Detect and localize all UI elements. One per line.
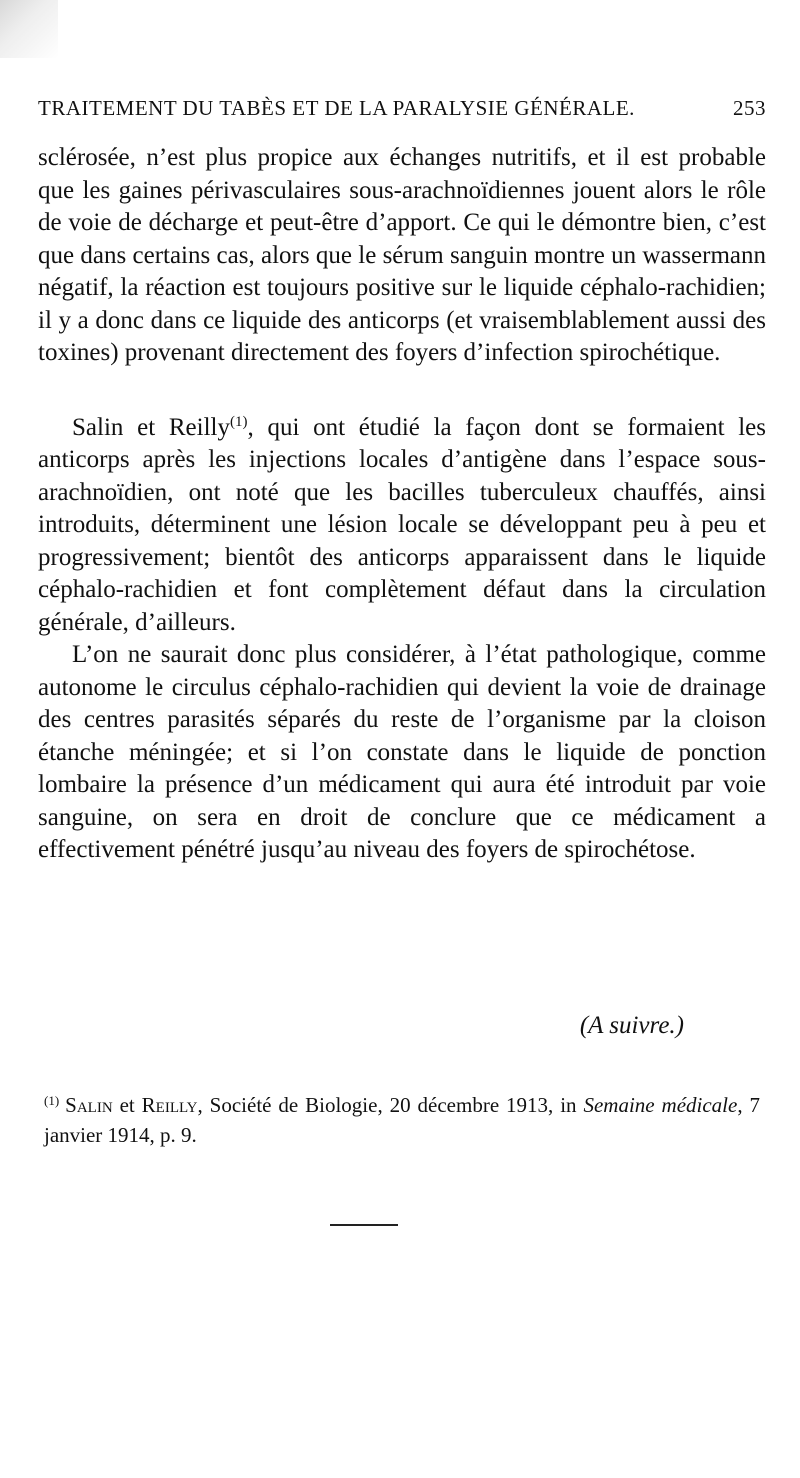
body-text (38, 142, 766, 867)
scan-edge-artifact (0, 0, 58, 58)
page-number: 253 (733, 96, 766, 120)
paragraph-1: sclérosée, n’est plus propice aux échanges nutritifs, et il est probable que les gaines périvasculaires sous-arachnoïdiennes jouent alors le rôle de voie de décharge et peut-être d’apport. Ce qui le démontre bien, c’est que dans certains cas, alors que le sérum sanguin montre un wassermann négatif, la réaction est toujours positive sur le liquide céphalo-rachidien; il y a donc dans ce liquide des anticorps (et vraisemblablement aussi des toxines) provenant directement des foyers d’infection spirochétique. (38, 144, 766, 366)
paragraph-2 (38, 412, 766, 640)
footnote-marker: (1) (44, 1093, 60, 1108)
running-header (38, 96, 766, 132)
paragraph-2-rest: , qui ont étudié la façon dont se formaient les anticorps après les injections locales d’antigène dans l’espace sous-arachnoïdien, ont noté que les bacilles tuberculeux chauffés, ainsi introduits, déterminent une lésion locale se développant peu à peu et progressivement; bientôt des anticorps apparaissent dans le liquide céphalo-rachidien et font complètement défaut dans la circulation générale, d’ailleurs. (38, 413, 767, 636)
paragraph-2-lead: Salin et Reilly (72, 413, 230, 441)
footnote-reference: (1) (230, 413, 248, 430)
running-title: TRAITEMENT DU TABÈS ET DE LA PARALYSIE GÉNÉRALE. (38, 96, 635, 120)
to-be-continued: (A suivre.) (579, 1012, 684, 1039)
footnote-date: , 7 janvier 1914, p. 9. (44, 1093, 760, 1147)
footnote (44, 1090, 760, 1150)
paragraph-3: L’on ne saurait donc plus considérer, à l’état pathologique, comme autonome le circulus céphalo-rachidien qui devient la voie de drainage des centres parasités séparés du reste de l’organisme par la cloison étanche méningée; et si l’on constate dans le liquide de ponction lombaire la présence d’un médicament qui aura été introduit par voie sanguine, on sera en droit de conclure que ce médicament a effectivement pénétré jusqu’au niveau des foyers de spirochétose. (38, 641, 766, 863)
footnote-author-2: Reilly (141, 1093, 198, 1117)
footnote-author-1: Salin (65, 1093, 113, 1117)
footnote-journal: Semaine médicale (583, 1093, 738, 1117)
footnote-source: , Société de Biologie, 20 décembre 1913, in (197, 1093, 584, 1117)
footnote-conjunction: et (112, 1093, 142, 1117)
closing-rule (330, 1224, 398, 1226)
